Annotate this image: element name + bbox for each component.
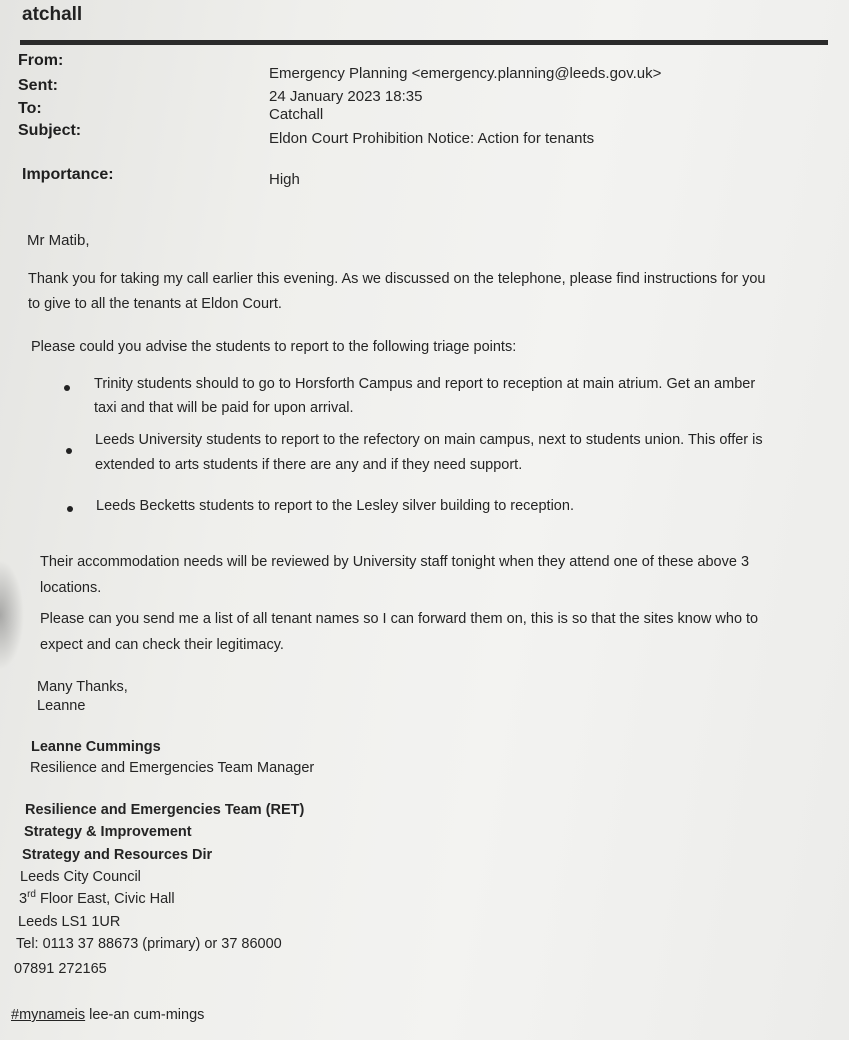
floor-number: 3 bbox=[19, 891, 28, 907]
subject-label: Subject: bbox=[18, 122, 82, 139]
from-value: Emergency Planning <emergency.planning@leeds.gov.uk> bbox=[269, 65, 662, 82]
bullet-dot-3 bbox=[67, 506, 73, 512]
bullet-2-line1: Leeds University students to report to the refectory on main campus, next to students union. This offer is bbox=[95, 432, 763, 448]
floor-suffix: rd bbox=[27, 889, 36, 900]
para4-line1: Please can you send me a list of all tenant names so I can forward them on, this is so that the sites know who to bbox=[40, 611, 759, 627]
signature-team: Resilience and Emergencies Team (RET) bbox=[25, 802, 305, 818]
importance-label: Importance: bbox=[22, 166, 114, 183]
bullet-2-line2: extended to arts students if there are any and if they need support. bbox=[95, 457, 523, 473]
sent-label: Sent: bbox=[18, 77, 58, 94]
bullet-dot-2 bbox=[66, 448, 72, 454]
subject-value: Eldon Court Prohibition Notice: Action for tenants bbox=[269, 130, 595, 147]
para4-line2: expect and can check their legitimacy. bbox=[40, 637, 284, 653]
signature-title: Resilience and Emergencies Team Manager bbox=[30, 760, 315, 776]
bullet-1-line1: Trinity students should to go to Horsforth Campus and report to reception at main atrium. Get an amber bbox=[94, 376, 756, 392]
signature-city: Leeds LS1 1UR bbox=[18, 914, 121, 930]
bullet-dot-1 bbox=[64, 385, 70, 391]
bullet-1-line2: taxi and that will be paid for upon arrival. bbox=[94, 400, 354, 416]
from-label: From: bbox=[18, 52, 64, 69]
app-title: atchall bbox=[22, 4, 83, 25]
signature-tel: Tel: 0113 37 88673 (primary) or 37 86000 bbox=[16, 936, 282, 952]
footer-line bbox=[11, 1003, 204, 1027]
header-divider bbox=[20, 40, 828, 45]
importance-value: High bbox=[269, 171, 300, 188]
signature-council: Leeds City Council bbox=[20, 869, 141, 885]
para2: Please could you advise the students to report to the following triage points: bbox=[31, 339, 517, 355]
to-value: Catchall bbox=[269, 106, 324, 123]
signature-name: Leanne Cummings bbox=[31, 739, 161, 755]
signoff-name: Leanne bbox=[37, 698, 86, 714]
para3-line1: Their accommodation needs will be reviewed by University staff tonight when they attend one of these above 3 bbox=[40, 554, 750, 570]
para1-line2: to give to all the tenants at Eldon Court. bbox=[28, 296, 282, 312]
hashtag-link[interactable]: #mynameis bbox=[11, 1007, 86, 1023]
signature-division: Strategy & Improvement bbox=[24, 824, 192, 840]
signature-mobile: 07891 272165 bbox=[14, 961, 107, 977]
signature-address bbox=[19, 887, 175, 911]
sent-value: 24 January 2023 18:35 bbox=[269, 88, 423, 105]
pronunciation: lee-an cum-mings bbox=[85, 1007, 205, 1023]
to-label: To: bbox=[18, 100, 42, 117]
finger-shadow bbox=[0, 560, 24, 670]
floor-rest: Floor East, Civic Hall bbox=[35, 891, 175, 907]
signature-directorate: Strategy and Resources Dir bbox=[22, 847, 213, 863]
bullet-3-line1: Leeds Becketts students to report to the Lesley silver building to reception. bbox=[96, 498, 574, 514]
signoff: Many Thanks, bbox=[37, 679, 128, 695]
greeting: Mr Matib, bbox=[27, 232, 90, 249]
para1-line1: Thank you for taking my call earlier this evening. As we discussed on the telephone, please find instructions for you bbox=[28, 271, 766, 287]
para3-line2: locations. bbox=[40, 580, 102, 596]
